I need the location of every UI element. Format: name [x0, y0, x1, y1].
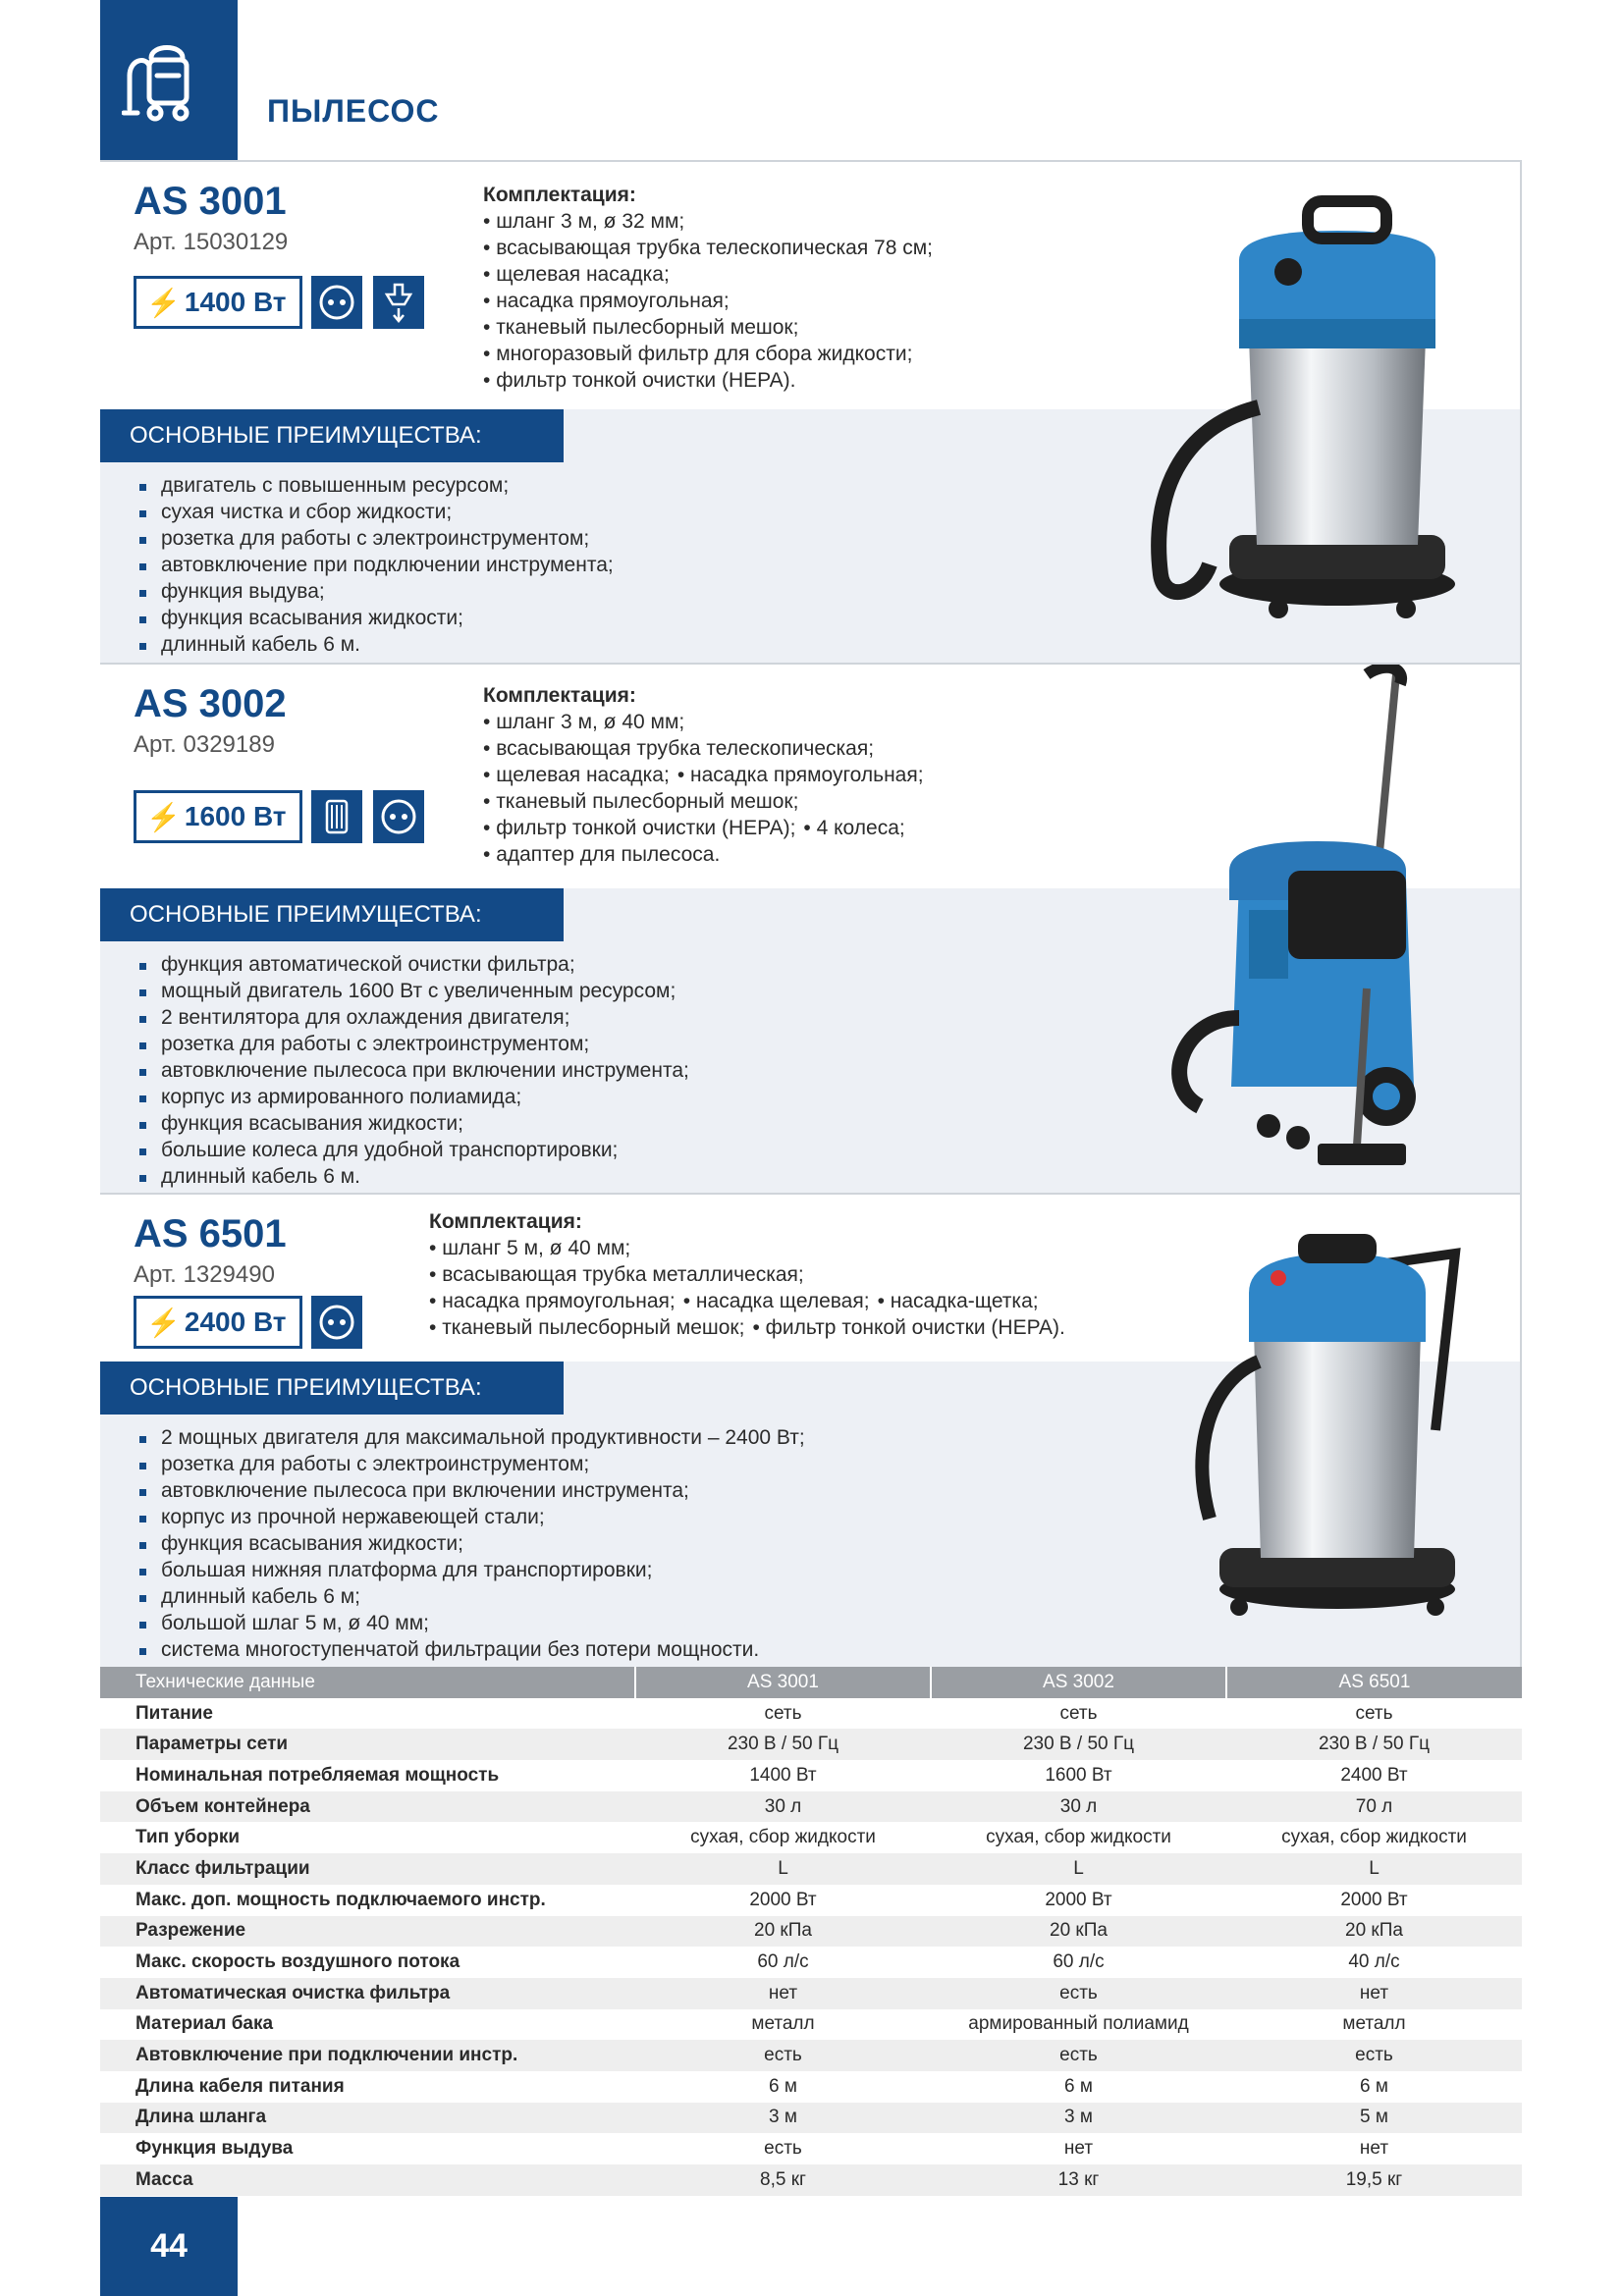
- product-photo-as3001: [1141, 191, 1475, 623]
- spec-label: Масса: [100, 2164, 635, 2196]
- kit-item: • фильтр тонкой очистки (HEPA).: [483, 367, 933, 394]
- spec-value: L: [1226, 1853, 1522, 1885]
- kit-item: • многоразовый фильтр для сбора жидкости;: [483, 341, 933, 367]
- filter-icon: [311, 790, 362, 843]
- table-row: [100, 2040, 1522, 2071]
- specs-header-row: [100, 1667, 1522, 1698]
- spec-value: 230 В / 50 Гц: [1226, 1729, 1522, 1760]
- spec-label: Номинальная потребляемая мощность: [135, 1764, 500, 1786]
- spec-value: нет: [1359, 2138, 1389, 2160]
- spec-label: Макс. доп. мощность подключаемого инстр.: [135, 1889, 546, 1910]
- kit-item: • насадка прямоугольная;: [670, 764, 924, 786]
- spec-label: Параметры сети: [100, 1729, 635, 1760]
- power-badge: ⚡ 1600 Вт: [134, 790, 302, 843]
- spec-value: сеть: [1059, 1702, 1098, 1724]
- spec-value: 13 кг: [931, 2164, 1226, 2196]
- advantage-item: функция всасывания жидкости;: [137, 1530, 805, 1557]
- spec-value: 2400 Вт: [1340, 1764, 1408, 1786]
- kit-item: • щелевая насадка;: [483, 261, 933, 288]
- advantage-item: функция всасывания жидкости;: [137, 1110, 689, 1137]
- kit-item: • всасывающая трубка металлическая;: [429, 1261, 1065, 1288]
- advantage-item: длинный кабель 6 м.: [137, 631, 614, 658]
- kit-item: • насадка прямоугольная;: [483, 288, 933, 314]
- spec-label: Тип уборки: [135, 1827, 241, 1848]
- advantages-list: [137, 472, 614, 658]
- table-row: [100, 1947, 1522, 1978]
- specs-header-cell: Технические данные: [100, 1667, 635, 1698]
- advantage-item: 2 вентилятора для охлаждения двигателя;: [137, 1004, 689, 1031]
- product-model: AS 3001: [134, 180, 287, 223]
- kit-item: • фильтр тонкой очистки (HEPA).: [744, 1316, 1064, 1339]
- advantage-item: сухая чистка и сбор жидкости;: [137, 499, 614, 525]
- table-row: [100, 1853, 1522, 1885]
- advantages-heading: ОСНОВНЫЕ ПРЕИМУЩЕСТВА:: [100, 888, 564, 941]
- kit-item: • фильтр тонкой очистки (HEPA);: [483, 817, 795, 839]
- kit-item: • насадка-щетка;: [870, 1290, 1039, 1312]
- kit-title: Комплектация:: [483, 684, 636, 707]
- product-model: AS 6501: [134, 1212, 287, 1255]
- product-card-as3002: [100, 663, 1522, 1193]
- advantage-item: автовключение пылесоса при включении инструмента;: [137, 1477, 805, 1504]
- spec-value: 8,5 кг: [635, 2164, 931, 2196]
- specs-header-cell: AS 6501: [1226, 1667, 1522, 1698]
- advantage-item: большие колеса для удобной транспортировки;: [137, 1137, 689, 1163]
- table-row: [100, 1698, 1522, 1730]
- advantage-item: корпус из прочной нержавеющей стали;: [137, 1504, 805, 1530]
- spec-value: 60 л/с: [757, 1951, 809, 1973]
- kit-list: [429, 1208, 1065, 1341]
- spec-label: Макс. скорость воздушного потока: [135, 1951, 460, 1973]
- advantage-item: система многоступенчатой фильтрации без потери мощности.: [137, 1636, 805, 1663]
- spec-value: 2000 Вт: [1045, 1889, 1112, 1910]
- page-number: 44: [100, 2197, 238, 2296]
- socket-icon: [311, 1296, 362, 1349]
- advantage-item: корпус из армированного полиамида;: [137, 1084, 689, 1110]
- kit-title: Комплектация:: [483, 184, 636, 206]
- spec-value: 1400 Вт: [749, 1764, 817, 1786]
- spec-value: сухая, сбор жидкости: [690, 1827, 876, 1848]
- spec-label: Автовключение при подключении инстр.: [100, 2040, 635, 2071]
- header-icon-tab: [100, 0, 238, 161]
- kit-item: • 4 колеса;: [795, 817, 904, 839]
- kit-item: • адаптер для пылесоса.: [483, 841, 924, 868]
- table-row: [100, 2164, 1522, 2196]
- table-row: [100, 1822, 1522, 1853]
- spec-value: 3 м: [635, 2103, 931, 2134]
- spec-value: 40 л/с: [1348, 1951, 1400, 1973]
- table-row: [100, 2133, 1522, 2164]
- table-row: [100, 2071, 1522, 2103]
- advantage-item: большой шлаг 5 м, ø 40 мм;: [137, 1610, 805, 1636]
- power-badge: ⚡ 2400 Вт: [134, 1296, 302, 1349]
- spec-label: Автоматическая очистка фильтра: [100, 1978, 635, 2009]
- spec-value: 1600 Вт: [1045, 1764, 1112, 1786]
- power-badge: ⚡ 1400 Вт: [134, 276, 302, 329]
- spec-label: Разрежение: [100, 1916, 635, 1948]
- spec-value: есть: [764, 2138, 802, 2160]
- table-row: [100, 1978, 1522, 2009]
- spec-value: 2000 Вт: [1340, 1889, 1408, 1910]
- spec-value: 5 м: [1226, 2103, 1522, 2134]
- specs-header-cell: AS 3002: [931, 1667, 1226, 1698]
- product-article: Арт. 15030129: [134, 229, 289, 255]
- spec-value: есть: [1226, 2040, 1522, 2071]
- advantage-item: длинный кабель 6 м.: [137, 1163, 689, 1190]
- advantages-list: [137, 1424, 805, 1663]
- product-card-as6501: [100, 1193, 1522, 1667]
- blow-function-icon: [373, 276, 424, 329]
- spec-value: нет: [1226, 1978, 1522, 2009]
- advantage-item: автовключение при подключении инструмента;: [137, 552, 614, 578]
- spec-value: 30 л: [635, 1791, 931, 1823]
- spec-value: есть: [931, 1978, 1226, 2009]
- kit-item: • тканевый пылесборный мешок;: [483, 788, 924, 815]
- product-model: AS 3002: [134, 682, 287, 725]
- spec-label: Материал бака: [135, 2013, 274, 2035]
- spec-value: 19,5 кг: [1226, 2164, 1522, 2196]
- spec-label: Длина шланга: [100, 2103, 635, 2134]
- spec-value: металл: [751, 2013, 815, 2035]
- spec-value: 3 м: [931, 2103, 1226, 2134]
- product-photo-as3002: [1141, 665, 1475, 1195]
- spec-value: 6 м: [769, 2075, 797, 2097]
- advantage-item: автовключение пылесоса при включении инструмента;: [137, 1057, 689, 1084]
- specs-table: [100, 1667, 1522, 2196]
- lightning-icon: ⚡: [146, 287, 181, 318]
- spec-label: Длина кабеля питания: [135, 2075, 345, 2097]
- advantage-item: мощный двигатель 1600 Вт с увеличенным ресурсом;: [137, 978, 689, 1004]
- spec-value: есть: [931, 2040, 1226, 2071]
- spec-value: 6 м: [1360, 2075, 1388, 2097]
- advantage-item: длинный кабель 6 м;: [137, 1583, 805, 1610]
- advantage-item: двигатель с повышенным ресурсом;: [137, 472, 614, 499]
- product-article: Арт. 1329490: [134, 1261, 275, 1288]
- specs-header-cell: AS 3001: [635, 1667, 931, 1698]
- advantages-heading: ОСНОВНЫЕ ПРЕИМУЩЕСТВА:: [100, 1362, 564, 1415]
- kit-item: • тканевый пылесборный мешок;: [429, 1316, 744, 1339]
- kit-item: • шланг 5 м, ø 40 мм;: [429, 1235, 1065, 1261]
- kit-item: • насадка прямоугольная;: [429, 1290, 676, 1312]
- advantage-item: розетка для работы с электроинструментом;: [137, 1451, 805, 1477]
- page-title: ПЫЛЕСОС: [267, 93, 440, 129]
- spec-value: 30 л: [931, 1791, 1226, 1823]
- kit-item: • насадка щелевая;: [676, 1290, 870, 1312]
- spec-value: нет: [635, 1978, 931, 2009]
- advantage-item: розетка для работы с электроинструментом;: [137, 1031, 689, 1057]
- spec-value: 20 кПа: [931, 1916, 1226, 1948]
- kit-item: • всасывающая трубка телескопическая 78 см;: [483, 235, 933, 261]
- spec-value: металл: [1342, 2013, 1406, 2035]
- lightning-icon: ⚡: [146, 801, 181, 832]
- product-card-as3001: [100, 160, 1522, 663]
- advantage-item: функция автоматической очистки фильтра;: [137, 951, 689, 978]
- product-photo-as6501: [1190, 1224, 1485, 1627]
- spec-value: нет: [1063, 2138, 1094, 2160]
- advantage-item: функция выдува;: [137, 578, 614, 605]
- table-row: [100, 2009, 1522, 2041]
- spec-value: L: [635, 1853, 931, 1885]
- kit-item: • шланг 3 м, ø 40 мм;: [483, 709, 924, 735]
- socket-icon: [373, 790, 424, 843]
- product-article: Арт. 0329189: [134, 731, 275, 758]
- vacuum-cleaner-icon: [122, 36, 216, 125]
- socket-icon: [311, 276, 362, 329]
- spec-value: сухая, сбор жидкости: [1281, 1827, 1467, 1848]
- advantage-item: функция всасывания жидкости;: [137, 605, 614, 631]
- kit-list: [483, 682, 924, 868]
- kit-list: [483, 182, 933, 394]
- spec-value: армированный полиамид: [968, 2013, 1189, 2035]
- spec-value: сеть: [1355, 1702, 1393, 1724]
- spec-value: 60 л/с: [1053, 1951, 1105, 1973]
- table-row: [100, 1760, 1522, 1791]
- advantage-item: 2 мощных двигателя для максимальной продуктивности – 2400 Вт;: [137, 1424, 805, 1451]
- spec-value: 2000 Вт: [749, 1889, 817, 1910]
- spec-label: Класс фильтрации: [100, 1853, 635, 1885]
- spec-value: 20 кПа: [1226, 1916, 1522, 1948]
- spec-label: Функция выдува: [135, 2138, 294, 2160]
- spec-value: 230 В / 50 Гц: [635, 1729, 931, 1760]
- table-row: [100, 1791, 1522, 1823]
- table-row: [100, 2103, 1522, 2134]
- spec-value: есть: [635, 2040, 931, 2071]
- spec-label: Питание: [135, 1702, 213, 1724]
- table-row: [100, 1885, 1522, 1916]
- kit-item: • шланг 3 м, ø 32 мм;: [483, 208, 933, 235]
- table-row: [100, 1729, 1522, 1760]
- kit-item: • щелевая насадка;: [483, 764, 670, 786]
- kit-item: • тканевый пылесборный мешок;: [483, 314, 933, 341]
- advantages-list: [137, 951, 689, 1190]
- spec-value: 20 кПа: [635, 1916, 931, 1948]
- lightning-icon: ⚡: [146, 1307, 181, 1338]
- spec-value: сухая, сбор жидкости: [986, 1827, 1171, 1848]
- kit-item: • всасывающая трубка телескопическая;: [483, 735, 924, 762]
- advantage-item: розетка для работы с электроинструментом;: [137, 525, 614, 552]
- spec-label: Объем контейнера: [100, 1791, 635, 1823]
- advantages-heading: ОСНОВНЫЕ ПРЕИМУЩЕСТВА:: [100, 409, 564, 462]
- spec-value: сеть: [764, 1702, 802, 1724]
- table-row: [100, 1916, 1522, 1948]
- kit-title: Комплектация:: [429, 1210, 582, 1233]
- spec-value: L: [931, 1853, 1226, 1885]
- advantage-item: большая нижняя платформа для транспортировки;: [137, 1557, 805, 1583]
- spec-value: 6 м: [1064, 2075, 1093, 2097]
- spec-value: 230 В / 50 Гц: [931, 1729, 1226, 1760]
- spec-value: 70 л: [1226, 1791, 1522, 1823]
